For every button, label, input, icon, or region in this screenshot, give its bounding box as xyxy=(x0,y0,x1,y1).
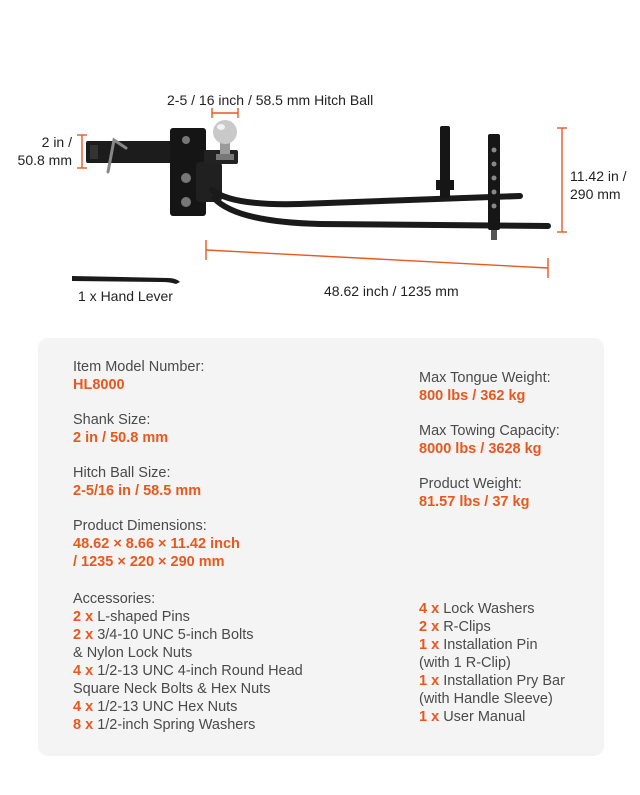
height-dim-line2: 290 mm xyxy=(570,185,621,202)
accessory-text: User Manual xyxy=(443,709,526,725)
spec-label: Product Weight: xyxy=(419,476,522,492)
accessory-item xyxy=(73,608,303,626)
spec-model xyxy=(73,358,240,394)
accessory-text: R-Clips xyxy=(443,619,491,635)
specs-right-column xyxy=(419,369,560,528)
spec-shank xyxy=(73,411,240,447)
accessory-text: (with 1 R-Clip) xyxy=(419,655,511,671)
spec-label: Shank Size: xyxy=(73,412,151,428)
spec-value: 8000 lbs / 3628 kg xyxy=(419,441,542,457)
accessory-item xyxy=(419,600,565,618)
accessory-text: Installation Pin xyxy=(443,637,538,653)
accessory-qty: 4 x xyxy=(73,699,94,715)
spec-label: Max Towing Capacity: xyxy=(419,423,560,439)
spec-value: 2 in / 50.8 mm xyxy=(73,430,169,446)
shank xyxy=(86,141,184,163)
spec-label: Hitch Ball Size: xyxy=(73,465,171,481)
accessory-item xyxy=(73,644,303,662)
spec-value: HL8000 xyxy=(73,377,125,393)
accessory-text: 3/4-10 UNC 5-inch Bolts xyxy=(97,627,254,643)
accessory-qty: 2 x xyxy=(73,609,94,625)
accessory-item xyxy=(419,636,565,654)
accessory-text: 1/2-inch Spring Washers xyxy=(97,717,256,733)
accessory-text: Lock Washers xyxy=(443,601,535,617)
accessory-qty: 8 x xyxy=(73,717,94,733)
hand-lever-graphic xyxy=(72,276,180,284)
accessory-item xyxy=(419,672,565,690)
accessory-qty: 2 x xyxy=(419,619,440,635)
accessory-qty: 1 x xyxy=(419,709,440,725)
accessory-item xyxy=(73,698,303,716)
accessory-text: L-shaped Pins xyxy=(97,609,190,625)
accessory-qty: 1 x xyxy=(419,637,440,653)
accessory-item xyxy=(419,708,565,726)
shank-dim-line2: 50.8 mm xyxy=(17,151,72,168)
ball-dimension-label: 2-5 / 16 inch / 58.5 mm Hitch Ball xyxy=(167,92,374,108)
accessory-item xyxy=(73,626,303,644)
hand-lever-label: 1 x Hand Lever xyxy=(78,288,173,304)
spec-towing-capacity xyxy=(419,422,560,458)
spec-tongue-weight xyxy=(419,369,560,405)
spec-value: 800 lbs / 362 kg xyxy=(419,388,526,404)
accessory-text: & Nylon Lock Nuts xyxy=(73,645,193,661)
length-dim-line xyxy=(206,250,548,268)
height-dimension-label xyxy=(570,168,627,203)
accessory-text: 1/2-13 UNC Hex Nuts xyxy=(97,699,238,715)
hitch-illustration xyxy=(0,0,640,320)
spec-product-weight xyxy=(419,475,560,511)
accessories-label: Accessories: xyxy=(73,591,156,607)
accessory-text: 1/2-13 UNC 4-inch Round Head xyxy=(97,663,303,679)
spec-value: 48.62 × 8.66 × 11.42 inch xyxy=(73,536,240,552)
accessory-qty: 4 x xyxy=(419,601,440,617)
shank-dimension-label xyxy=(10,134,72,169)
spec-label: Max Tongue Weight: xyxy=(419,370,551,386)
spec-card xyxy=(38,338,604,756)
height-dim-line1: 11.42 in / xyxy=(570,168,627,184)
length-dimension-label: 48.62 inch / 1235 mm xyxy=(324,283,459,299)
hitch-ball xyxy=(213,120,237,160)
accessory-qty: 1 x xyxy=(419,673,440,689)
accessory-item xyxy=(73,680,303,698)
spec-value: 81.57 lbs / 37 kg xyxy=(419,494,530,510)
spec-label: Product Dimensions: xyxy=(73,518,207,534)
accessory-qty: 4 x xyxy=(73,663,94,679)
accessory-item xyxy=(73,716,303,734)
accessory-item xyxy=(73,662,303,680)
spec-value: 2-5/16 in / 58.5 mm xyxy=(73,483,202,499)
accessory-item xyxy=(419,690,565,708)
accessory-text: (with Handle Sleeve) xyxy=(419,691,553,707)
accessory-text: Installation Pry Bar xyxy=(443,673,565,689)
spec-ball xyxy=(73,464,240,500)
shank-dim-line1: 2 in / xyxy=(41,134,72,150)
spec-dimensions xyxy=(73,517,240,571)
spec-label: Item Model Number: xyxy=(73,359,205,375)
accessories-right xyxy=(419,600,565,726)
specs-left-column xyxy=(73,358,240,588)
accessory-text: Square Neck Bolts & Hex Nuts xyxy=(73,681,271,697)
accessory-item xyxy=(419,654,565,672)
spec-value: / 1235 × 220 × 290 mm xyxy=(73,554,225,570)
accessories-left xyxy=(73,590,303,734)
accessory-item xyxy=(419,618,565,636)
accessory-qty: 2 x xyxy=(73,627,94,643)
